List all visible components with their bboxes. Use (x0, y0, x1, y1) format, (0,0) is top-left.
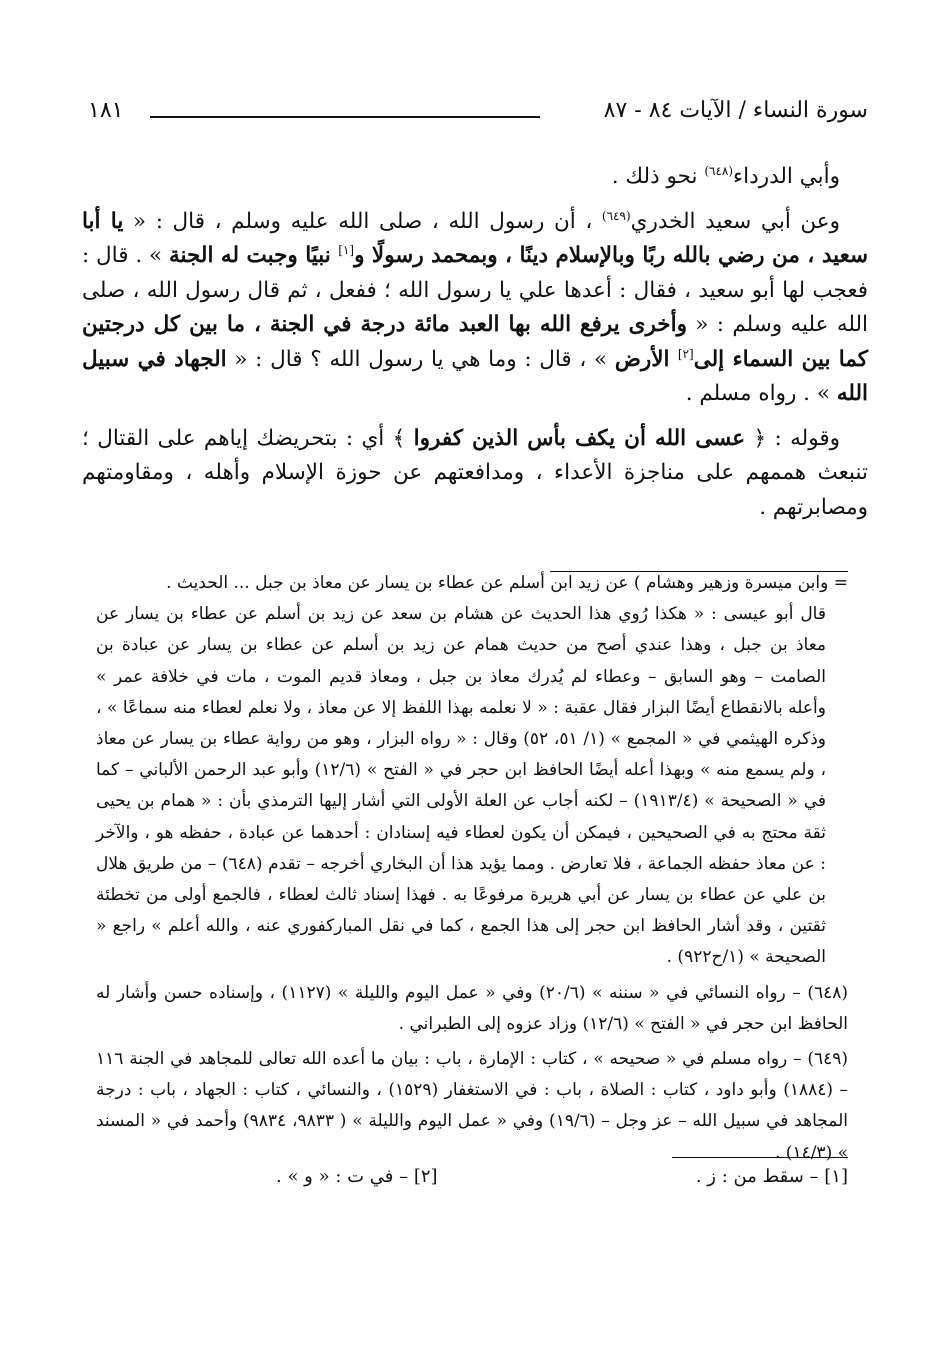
editor-notes (96, 1166, 848, 1196)
hadith-text-bold: نبيًا وجبت له الجنة (169, 243, 339, 268)
header-rule (150, 116, 540, 118)
text-run: » . رواه مسلم . (685, 381, 837, 406)
paragraph-verse-commentary (82, 422, 868, 526)
text-run: نحو ذلك . (611, 164, 705, 189)
text-run: » ، قال : وما هي يا رسول الله ؟ قال : « (226, 346, 615, 372)
page-number: ١٨١ (88, 98, 124, 123)
footnotes (96, 568, 848, 1169)
main-text (82, 160, 868, 535)
editor-notes-separator (672, 1157, 848, 1158)
hadith-text-bold: يا أبا سعيد ، من رضي بالله ربًا وبالإسلام دينًا ، وبمحمد رسولًا و (82, 208, 868, 268)
text-run: وعن أبي سعيد الخدري (630, 208, 840, 234)
text-run: ﴾ أي : بتحريضك إياهم على القتال ؛ تنبعث هممهم على مناجزة الأعداء ، ومدافعتهم عن حوزة الإسلام وأهله ، ومقاومتهم ومصابرتهم . (82, 425, 868, 520)
running-header (88, 98, 868, 132)
quran-verse-bold: عسى الله أن يكف بأس الذين كفروا (413, 425, 746, 451)
text-run: وقوله : ﴿ (745, 425, 840, 451)
footnote-648: (٦٤٨) – رواه النسائي في « سننه » (٢٠/٦) وفي « عمل اليوم والليلة » (١١٢٧) ، وإسناده حسن وأشار له الحافظ ابن حجر في « الفتح » (١٢/٦) وزاد عزوه إلى الطبراني . (96, 982, 848, 1034)
text-run: » . قال : فعجب لها أبو سعيد ، فقال : أعدها علي يا رسول الله ؛ ففعل ، ثم قال رسول الله ، صلى الله عليه وسلم : « (81, 243, 868, 337)
paragraph-abu-darda (82, 160, 868, 195)
editor-note-ref-2: [٢] (677, 346, 694, 361)
paragraph-hadith-abu-said (82, 205, 868, 412)
text-run: وأبي الدرداء (733, 164, 840, 189)
editor-note-1: [١] – سقط من : ز . (695, 1166, 848, 1187)
footnote-ref-648: (٦٤٨) (704, 163, 734, 178)
surah-verses-title: سورة النساء / الآيات ٨٤ - ٨٧ (603, 98, 868, 123)
text-run: ، أن رسول الله ، صلى الله عليه وسلم ، قال : « (123, 208, 602, 234)
editor-note-ref-1: [١] (338, 242, 355, 257)
hadith-text-bold: وأخرى يرفع الله بها العبد مائة درجة في الجنة ، ما بين كل درجتين كما بين السماء إلى (82, 312, 869, 372)
footnote-continuation-tirmidhi: قال أبو عيسى : « هكذا رُوي هذا الحديث عن هشام بن سعد عن زيد بن أسلم عن عطاء بن يسار عن معاذ بن جبل ، وهذا عندي أصح من حديث همام عن زيد بن أسلم عن عطاء بن يسار عن عبادة بن الصامت – وهو السابق – وعطاء لم يُدرك معاذ بن جبل ، ومعاذ قديم الموت ، مات في خلافة عمر » وأعله بالانقطاع أيضًا البزار فقال عقبة : « لا نعلمه بهذا اللفظ إلا عن معاذ ، ولا نعلم لعطاء منه سماعًا » ، وذكره الهيثمي في « المجمع » (١/ ٥١، ٥٢) وقال : « رواه البزار ، وهو من رواية عطاء بن يسار عن معاذ ، ولم يسمع منه » وبهذا أعله أيضًا الحافظ ابن حجر في « الفتح » (١٢/٦) وأبو عبد الرحمن الألباني – كما في « الصحيحة » (١٩١٣/٤) – لكنه أجاب عن العلة الأولى التي أشار إليها الترمذي بأن : « همام بن يحيى ثقة محتج به في الصحيحين ، فيمكن أن يكون لعطاء فيه إسنادان : أحدهما عن عبادة ، حفظه هو ، والآخر : عن معاذ حفظه الجماعة ، فلا تعارض . ومما يؤيد هذا أن البخاري أخرجه – تقدم (٦٤٨) – من طريق هلال بن علي عن عطاء بن يسار عن أبي هريرة مرفوعًا به . فهذا إسناد ثالث لعطاء ، فالجمع أولى من تخطئة ثقتين ، وقد أشار الحافظ ابن حجر إلى هذا الجمع ، كما في نقل المباركفوري عنه ، والله أعلم » راجع « الصحيحة » (١/ح٩٢٢) . (96, 604, 827, 968)
footnote-649: (٦٤٩) – رواه مسلم في « صحيحه » ، كتاب : الإمارة ، باب : بيان ما أعده الله تعالى للمجاهد في الجنة ١١٦ – (١٨٨٤) وأبو داود ، كتاب : الصلاة ، باب : في الاستغفار (١٥٢٩) ، والنسائي ، كتاب : الجهاد ، باب : درجة المجاهد في سبيل الله – عز وجل – (١٩/٦) وفي « عمل اليوم والليلة » ( ٩٨٣٣، ٩٨٣٤) وأحمد في « المسند » (١٤/٣) . (96, 1049, 848, 1163)
footnote-continuation: = وابن ميسرة وزهير وهشام ) عن زيد ابن أسلم عن عطاء بن يسار عن معاذ بن جبل ... الحديث . (166, 573, 848, 593)
footnote-ref-649: (٦٤٩) (601, 208, 631, 223)
hadith-text-bold: الجهاد في سبيل الله (82, 346, 868, 406)
editor-note-2: [٢] – في ت : « و » . (276, 1166, 438, 1187)
hadith-text-bold: الأرض (614, 346, 678, 372)
